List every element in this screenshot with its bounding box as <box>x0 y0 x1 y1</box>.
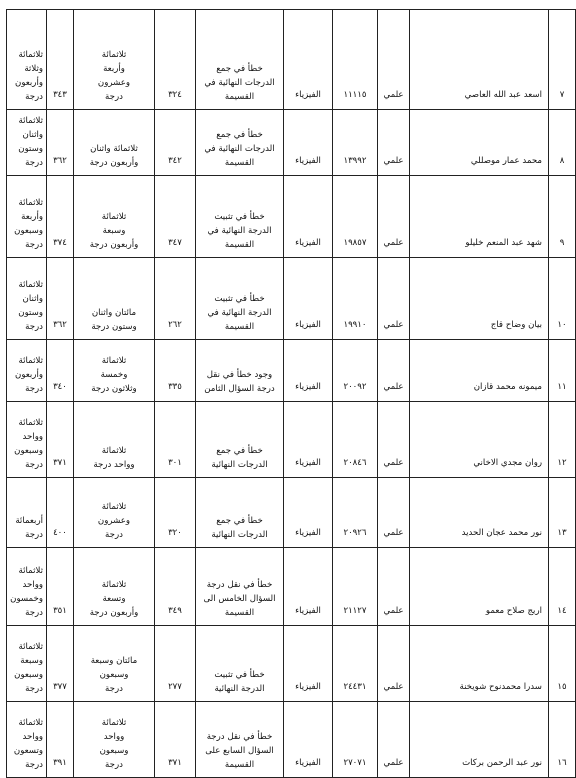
new-score-words-cell-line: ثلاثمائة <box>18 198 43 208</box>
new-score-words-cell-line: أربعمائة <box>15 516 43 526</box>
student-name-cell: اريج صلاح معمو <box>410 548 549 626</box>
new-score-words-cell-line: درجة <box>25 384 43 394</box>
old-score-words-cell-line: وخمسة <box>100 370 128 380</box>
error-reason-cell-line: خطأ في نقل درجة <box>206 580 273 590</box>
table-row <box>7 478 576 548</box>
error-reason-cell-line: خطأ في جمع <box>216 130 263 140</box>
new-score-words-cell-line: درجة <box>25 158 43 168</box>
new-score-cell: ٣٧١ <box>47 402 74 478</box>
row-number-cell: ١٢ <box>549 402 576 478</box>
branch-cell: علمي <box>378 10 410 110</box>
old-score-words-cell <box>74 176 155 258</box>
row-number-cell: ٨ <box>549 110 576 176</box>
new-score-words-cell-line: وستون <box>18 144 43 154</box>
old-score-words-cell-line: درجة <box>105 92 123 102</box>
subject-cell: الفيزياء <box>284 702 333 778</box>
old-score-cell: ٣٤٧ <box>155 176 196 258</box>
old-score-words-cell-line: ثلاثمائة <box>101 212 127 222</box>
old-score-words-cell-line: وسبعة <box>102 226 126 236</box>
old-score-words-cell <box>74 110 155 176</box>
new-score-words-cell <box>7 110 47 176</box>
row-number-cell: ٧ <box>549 10 576 110</box>
new-score-words-cell-line: وواحد <box>22 432 43 442</box>
old-score-cell: ٢٦٢ <box>155 258 196 340</box>
student-name-cell: سدرا محمدنوح شويخنة <box>410 626 549 702</box>
old-score-words-cell <box>74 10 155 110</box>
exam-number-cell: ١٩٨٥٧ <box>333 176 378 258</box>
table-row <box>7 258 576 340</box>
row-number-cell: ١٥ <box>549 626 576 702</box>
old-score-words-cell-line: ثلاثمائة <box>101 356 127 366</box>
branch-cell: علمي <box>378 548 410 626</box>
old-score-words-cell-line: وثلاثون درجة <box>91 384 137 394</box>
old-score-cell: ٣٤٢ <box>155 110 196 176</box>
student-name-cell: ميمونه محمد قازان <box>410 340 549 402</box>
old-score-words-cell-line: ثلاثمائة <box>101 446 127 456</box>
student-name-cell: محمد عمار موصللي <box>410 110 549 176</box>
error-reason-cell-line: القسيمة <box>224 760 255 770</box>
new-score-cell: ٣٤٠ <box>47 340 74 402</box>
row-number-cell: ١٤ <box>549 548 576 626</box>
student-name-cell: اسعد عبد الله العاصي <box>410 10 549 110</box>
table-row <box>7 702 576 778</box>
new-score-cell: ٣٦٢ <box>47 258 74 340</box>
table-body <box>7 10 576 778</box>
old-score-words-cell <box>74 340 155 402</box>
new-score-words-cell-line: وسبعون <box>14 446 43 456</box>
new-score-words-cell-line: وواحد <box>22 732 43 742</box>
error-reason-cell-line: الدرجة النهائية في <box>207 226 272 236</box>
old-score-cell: ٣٣٥ <box>155 340 196 402</box>
new-score-words-cell <box>7 702 47 778</box>
row-number-cell: ١٦ <box>549 702 576 778</box>
old-score-words-cell-line: مائتان وسبعة <box>90 656 138 666</box>
old-score-words-cell <box>74 626 155 702</box>
branch-cell: علمي <box>378 110 410 176</box>
error-reason-cell <box>196 176 284 258</box>
table-row <box>7 626 576 702</box>
error-reason-cell <box>196 10 284 110</box>
error-reason-cell-line: درجة السؤال الثامن <box>204 384 275 394</box>
subject-cell: الفيزياء <box>284 340 333 402</box>
new-score-cell: ٣٤٣ <box>47 10 74 110</box>
exam-number-cell: ٢٠٠٩٢ <box>333 340 378 402</box>
table-row <box>7 10 576 110</box>
new-score-words-cell-line: ثلاثمائة <box>18 280 43 290</box>
branch-cell: علمي <box>378 402 410 478</box>
error-reason-cell-line: القسيمة <box>224 92 255 102</box>
new-score-words-cell <box>7 340 47 402</box>
branch-cell: علمي <box>378 258 410 340</box>
old-score-words-cell-line: مائتان واثنان <box>91 308 137 318</box>
old-score-words-cell-line: ثلاثمائة <box>101 718 127 728</box>
table-row <box>7 110 576 176</box>
error-reason-cell-line: خطأ في جمع <box>216 64 263 74</box>
old-score-words-cell <box>74 258 155 340</box>
new-score-words-cell-line: وأربعون <box>15 78 43 88</box>
error-reason-cell-line: خطأ في تثبيت <box>214 670 265 680</box>
error-reason-cell <box>196 702 284 778</box>
new-score-words-cell-line: وواحد <box>22 580 43 590</box>
old-score-words-cell <box>74 402 155 478</box>
new-score-words-cell-line: وسبعون <box>14 670 43 680</box>
error-reason-cell-line: خطأ في تثبيت <box>214 212 265 222</box>
new-score-cell: ٣٧٤ <box>47 176 74 258</box>
subject-cell: الفيزياء <box>284 402 333 478</box>
new-score-words-cell-line: واثنان <box>22 294 43 304</box>
old-score-words-cell-line: وسبعون <box>99 746 129 756</box>
old-score-words-cell <box>74 478 155 548</box>
error-reason-cell-line: القسيمة <box>224 608 255 618</box>
old-score-words-cell-line: درجة <box>105 684 123 694</box>
old-score-words-cell-line: ثلاثمائة واثنان <box>90 144 138 154</box>
error-reason-cell <box>196 402 284 478</box>
error-reason-cell-line: الدرجة النهائية <box>214 684 265 694</box>
exam-number-cell: ١٩٩١٠ <box>333 258 378 340</box>
new-score-cell: ٣٩١ <box>47 702 74 778</box>
table-row <box>7 176 576 258</box>
new-score-cell: ٣٦٢ <box>47 110 74 176</box>
error-reason-cell-line: الدرجة النهائية في <box>207 308 272 318</box>
new-score-words-cell-line: درجة <box>25 760 43 770</box>
exam-number-cell: ١١١١٥ <box>333 10 378 110</box>
new-score-words-cell-line: وستون <box>18 308 43 318</box>
branch-cell: علمي <box>378 340 410 402</box>
student-name-cell: روان مجدي الاخاني <box>410 402 549 478</box>
exam-number-cell: ٢١١٢٧ <box>333 548 378 626</box>
old-score-words-cell-line: وتسعة <box>102 594 126 604</box>
branch-cell: علمي <box>378 478 410 548</box>
student-name-cell: نور محمد عجان الحديد <box>410 478 549 548</box>
branch-cell: علمي <box>378 702 410 778</box>
old-score-words-cell <box>74 548 155 626</box>
old-score-words-cell-line: درجة <box>105 760 123 770</box>
new-score-words-cell-line: ثلاثمائة <box>18 116 43 126</box>
subject-cell: الفيزياء <box>284 258 333 340</box>
error-reason-cell <box>196 258 284 340</box>
error-reason-cell-line: السؤال الخامس الى <box>203 594 276 604</box>
old-score-words-cell-line: وواحد <box>103 732 125 742</box>
new-score-words-cell-line: درجة <box>25 460 43 470</box>
subject-cell: الفيزياء <box>284 548 333 626</box>
subject-cell: الفيزياء <box>284 110 333 176</box>
new-score-words-cell <box>7 478 47 548</box>
row-number-cell: ١١ <box>549 340 576 402</box>
old-score-words-cell-line: ثلاثمائة <box>101 580 127 590</box>
old-score-words-cell-line: درجة <box>105 530 123 540</box>
table-row <box>7 402 576 478</box>
new-score-words-cell-line: ثلاثمائة <box>18 356 43 366</box>
error-reason-cell-line: الدرجات النهائية في <box>204 78 275 88</box>
old-score-words-cell-line: وأربعون درجة <box>89 240 139 250</box>
exam-number-cell: ٢٠٩٢٦ <box>333 478 378 548</box>
old-score-cell: ٣٧١ <box>155 702 196 778</box>
error-reason-cell-line: خطأ في نقل درجة <box>206 732 273 742</box>
error-reason-cell-line: القسيمة <box>224 240 255 250</box>
new-score-words-cell-line: درجة <box>25 322 43 332</box>
error-reason-cell <box>196 548 284 626</box>
error-reason-cell-line: خطأ في جمع <box>216 446 263 456</box>
exam-number-cell: ٢٠٨٤٦ <box>333 402 378 478</box>
exam-number-cell: ٢٧٠٧١ <box>333 702 378 778</box>
old-score-words-cell-line: ثلاثمائة <box>101 50 127 60</box>
new-score-words-cell <box>7 548 47 626</box>
branch-cell: علمي <box>378 626 410 702</box>
new-score-words-cell-line: وسبعون <box>14 226 43 236</box>
error-reason-cell-line: وجود خطأ في نقل <box>206 370 273 380</box>
error-reason-cell-line: القسيمة <box>224 322 255 332</box>
new-score-cell: ٤٠٠ <box>47 478 74 548</box>
branch-cell: علمي <box>378 176 410 258</box>
student-name-cell: نور عبد الرحمن بركات <box>410 702 549 778</box>
new-score-words-cell-line: ثلاثمائة <box>18 566 43 576</box>
old-score-words-cell-line: ثلاثمائة <box>101 502 127 512</box>
new-score-words-cell-line: وخمسون <box>10 594 43 604</box>
new-score-words-cell <box>7 402 47 478</box>
row-number-cell: ١٠ <box>549 258 576 340</box>
new-score-words-cell <box>7 176 47 258</box>
old-score-cell: ٣٢٤ <box>155 10 196 110</box>
subject-cell: الفيزياء <box>284 478 333 548</box>
error-reason-cell <box>196 340 284 402</box>
error-reason-cell-line: القسيمة <box>224 158 255 168</box>
error-reason-cell <box>196 110 284 176</box>
new-score-words-cell-line: وسبعة <box>20 656 43 666</box>
old-score-words-cell-line: وستون درجة <box>91 322 137 332</box>
exam-number-cell: ٢٤٤٣١ <box>333 626 378 702</box>
new-score-words-cell <box>7 10 47 110</box>
subject-cell: الفيزياء <box>284 626 333 702</box>
old-score-cell: ٣٠١ <box>155 402 196 478</box>
new-score-words-cell-line: واثنان <box>22 130 43 140</box>
new-score-words-cell-line: درجة <box>25 92 43 102</box>
student-name-cell: بيان وضاح قاج <box>410 258 549 340</box>
old-score-words-cell-line: وأربعون درجة <box>89 608 139 618</box>
new-score-words-cell-line: درجة <box>25 530 43 540</box>
new-score-cell: ٣٧٧ <box>47 626 74 702</box>
error-reason-cell-line: الدرجات النهائية <box>211 460 268 470</box>
new-score-words-cell-line: ثلاثمائة <box>18 642 43 652</box>
grade-correction-table <box>6 9 576 778</box>
old-score-words-cell-line: وأربعون درجة <box>89 158 139 168</box>
student-name-cell: شهد عبد المنعم خليلو <box>410 176 549 258</box>
exam-number-cell: ١٣٩٩٢ <box>333 110 378 176</box>
old-score-cell: ٣٤٩ <box>155 548 196 626</box>
old-score-cell: ٢٧٧ <box>155 626 196 702</box>
new-score-words-cell-line: درجة <box>25 608 43 618</box>
new-score-words-cell-line: وأربعون <box>15 370 43 380</box>
new-score-words-cell-line: درجة <box>25 684 43 694</box>
row-number-cell: ١٣ <box>549 478 576 548</box>
subject-cell: الفيزياء <box>284 10 333 110</box>
new-score-words-cell-line: درجة <box>25 240 43 250</box>
new-score-words-cell-line: وأربعة <box>21 212 43 222</box>
new-score-words-cell-line: ثلاثمائة <box>18 718 43 728</box>
new-score-words-cell-line: ثلاثمائة <box>18 418 43 428</box>
new-score-words-cell-line: ثلاثمائة <box>18 50 43 60</box>
row-number-cell: ٩ <box>549 176 576 258</box>
table-row <box>7 340 576 402</box>
old-score-words-cell-line: وسبعون <box>99 670 129 680</box>
new-score-words-cell-line: وثلاثة <box>24 64 43 74</box>
old-score-words-cell <box>74 702 155 778</box>
new-score-words-cell-line: وتسعون <box>13 746 43 756</box>
old-score-cell: ٣٢٠ <box>155 478 196 548</box>
table-row <box>7 548 576 626</box>
subject-cell: الفيزياء <box>284 176 333 258</box>
error-reason-cell-line: الدرجات النهائية <box>211 530 268 540</box>
old-score-words-cell-line: وواحد درجة <box>93 460 135 470</box>
error-reason-cell-line: خطأ في جمع <box>216 516 263 526</box>
old-score-words-cell-line: وعشرون <box>97 516 131 526</box>
error-reason-cell <box>196 626 284 702</box>
error-reason-cell-line: خطأ في تثبيت <box>214 294 265 304</box>
error-reason-cell <box>196 478 284 548</box>
old-score-words-cell-line: وعشرون <box>97 78 131 88</box>
new-score-cell: ٣٥١ <box>47 548 74 626</box>
new-score-words-cell <box>7 626 47 702</box>
new-score-words-cell <box>7 258 47 340</box>
error-reason-cell-line: السؤال السابع على <box>205 746 274 756</box>
error-reason-cell-line: الدرجات النهائية في <box>204 144 275 154</box>
old-score-words-cell-line: وأربعة <box>103 64 125 74</box>
